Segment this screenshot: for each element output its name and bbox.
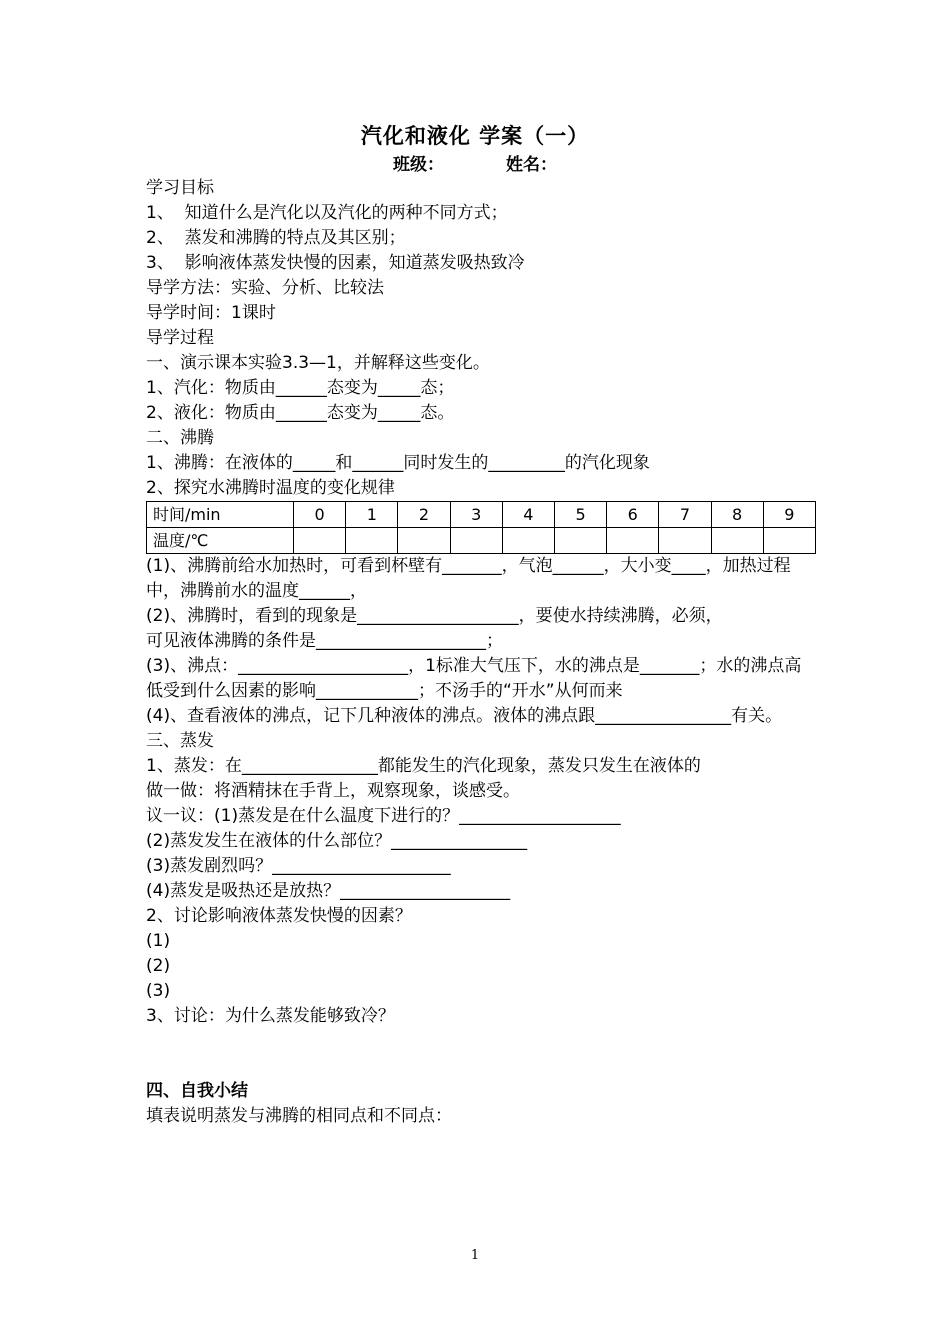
table-row-time <box>147 502 816 528</box>
text-line: 导学时间：1课时 <box>146 303 276 323</box>
text-line: 1、蒸发：在________________都能发生的汽化现象，蒸发只发生在液体的 <box>146 756 701 776</box>
text-line: 2、探究水沸腾时温度的变化规律 <box>146 478 395 498</box>
section-objectives-and-process <box>146 176 816 501</box>
time-header: 时间/min <box>147 502 294 528</box>
page-title: 汽化和液化 学案（一） <box>360 124 590 148</box>
text-line: 导学过程 <box>146 328 214 348</box>
text-line: (3)、沸点：____________________，1标准大气压下，水的沸点是_______；水的沸点高低受到什么因素的影响____________；不汤手的“开水”从何而来 <box>146 656 802 701</box>
text-line: (2) <box>146 956 171 976</box>
time-cell: 5 <box>554 502 606 528</box>
time-cell: 0 <box>294 502 346 528</box>
section-boiling-and-evaporation <box>146 554 816 1029</box>
text-line: (1)、沸腾前给水加热时，可看到杯壁有_______，气泡______，大小变____，加热过程中，沸腾前水的温度______， <box>146 556 791 601</box>
temperature-cell <box>554 528 606 554</box>
summary-text: 填表说明蒸发与沸腾的相同点和不同点： <box>146 1106 452 1126</box>
time-cell: 9 <box>763 502 815 528</box>
page-number: 1 <box>470 1248 480 1263</box>
temperature-cell <box>346 528 398 554</box>
text-line: 1、汽化：物质由______态变为_____态； <box>146 378 455 398</box>
text-line: 学习目标 <box>146 178 214 198</box>
time-cell: 2 <box>398 502 450 528</box>
text-line: (4)、查看液体的沸点，记下几种液体的沸点。液体的沸点跟________________有关。 <box>146 706 783 726</box>
name-label: 姓名： <box>506 155 557 175</box>
temperature-cell <box>711 528 763 554</box>
summary-heading: 四、自我小结 <box>146 1081 248 1101</box>
text-line: 可见液体沸腾的条件是____________________； <box>146 631 503 651</box>
temperature-cell <box>763 528 815 554</box>
text-line: 议一议：(1)蒸发是在什么温度下进行的？___________________ <box>146 806 621 826</box>
text-line: 3、讨论：为什么蒸发能够致冷？ <box>146 1006 395 1026</box>
temperature-header: 温度/℃ <box>147 528 294 554</box>
text-line: 三、蒸发 <box>146 731 214 751</box>
boiling-temperature-table <box>146 501 816 554</box>
temperature-cell <box>398 528 450 554</box>
text-line: 做一做：将酒精抹在手背上，观察现象，谈感受。 <box>146 781 520 801</box>
text-line: 2、讨论影响液体蒸发快慢的因素？ <box>146 906 412 926</box>
time-cell: 4 <box>502 502 554 528</box>
text-line: 1、沸腾：在液体的_____和______同时发生的_________的汽化现象 <box>146 453 650 473</box>
text-line: (1) <box>146 931 171 951</box>
time-cell: 3 <box>450 502 502 528</box>
table-row-temperature <box>147 528 816 554</box>
time-cell: 8 <box>711 502 763 528</box>
text-line: (3)蒸发剧烈吗？_____________________ <box>146 856 451 876</box>
text-line: 一、演示课本实验3.3—1，并解释这些变化。 <box>146 353 490 373</box>
time-cell: 1 <box>346 502 398 528</box>
text-line: 二、沸腾 <box>146 428 214 448</box>
time-cell: 7 <box>659 502 711 528</box>
temperature-cell <box>294 528 346 554</box>
worksheet-body <box>146 176 816 1129</box>
text-line: (2)、沸腾时，看到的现象是___________________，要使水持续沸腾，必须， <box>146 606 723 626</box>
time-cell: 6 <box>607 502 659 528</box>
temperature-cell <box>450 528 502 554</box>
text-line: 3、 影响液体蒸发快慢的因素，知道蒸发吸热致冷 <box>146 253 525 273</box>
text-line: 导学方法：实验、分析、比较法 <box>146 278 384 298</box>
class-label: 班级： <box>393 155 444 175</box>
temperature-cell <box>659 528 711 554</box>
text-line: (2)蒸发发生在液体的什么部位？________________ <box>146 831 528 851</box>
temperature-cell <box>502 528 554 554</box>
text-line: (4)蒸发是吸热还是放热？____________________ <box>146 881 511 901</box>
text-line: (3) <box>146 981 171 1001</box>
text-line: 1、 知道什么是汽化以及汽化的两种不同方式； <box>146 203 508 223</box>
text-line: 2、 蒸发和沸腾的特点及其区别； <box>146 228 406 248</box>
student-info <box>0 150 950 175</box>
temperature-cell <box>607 528 659 554</box>
text-line: 2、液化：物质由______态变为_____态。 <box>146 403 455 423</box>
